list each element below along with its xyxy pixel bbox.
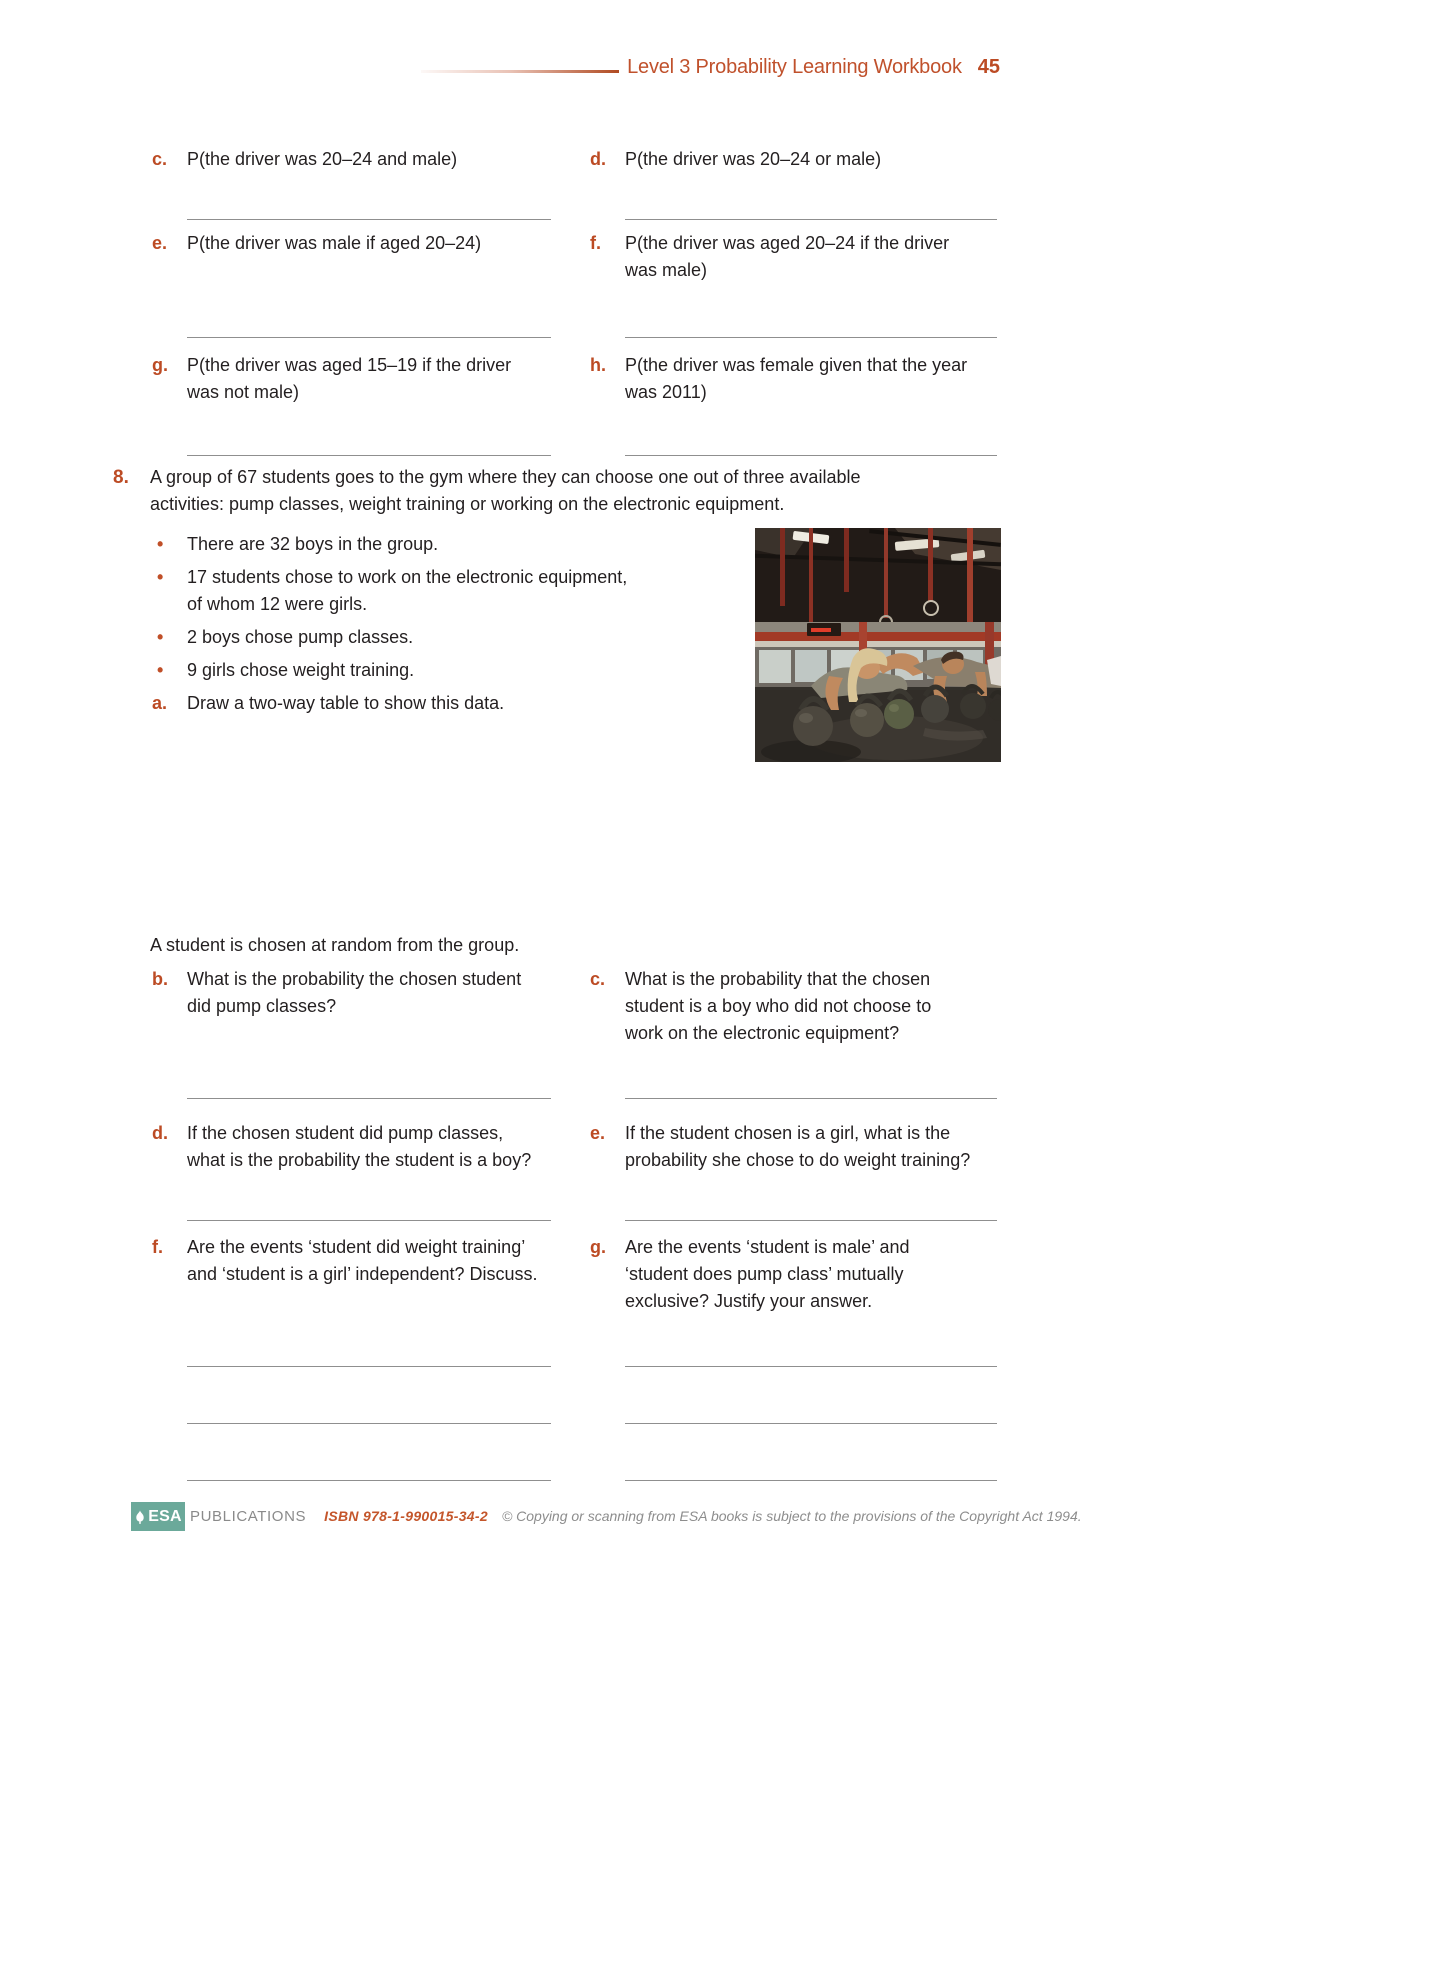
question-text-f: P(the driver was aged 20–24 if the driver was male): [625, 233, 950, 280]
publications-label: PUBLICATIONS: [190, 1508, 307, 1525]
question-text-g: P(the driver was aged 15–19 if the driver was not male): [187, 355, 512, 402]
question-8-bullets: [152, 531, 712, 723]
answer-line: [187, 219, 551, 220]
esa-logo: [131, 1502, 185, 1531]
question-label-8a: a.: [152, 693, 168, 713]
question-8d: [152, 1120, 562, 1174]
question-label-d: d.: [590, 149, 606, 169]
answer-lines-8: [0, 1480, 1445, 1482]
question-8f: [152, 1234, 562, 1288]
question-g: [152, 352, 562, 406]
question-text-8d: If the chosen student did pump classes, what is the probability the student is a boy?: [187, 1123, 532, 1170]
copyright-text: © Copying or scanning from ESA books is subject to the provisions of the Copyright Act 1994.: [501, 1508, 1082, 1524]
answer-lines-5: [0, 1220, 1445, 1222]
question-label-8d: d.: [152, 1123, 168, 1143]
bullet-icon: •: [157, 534, 164, 554]
bullet-text: 9 girls chose weight training.: [187, 660, 415, 680]
answer-lines-4: [0, 1098, 1445, 1100]
isbn-text: ISBN 978-1-990015-34-2: [324, 1508, 488, 1524]
question-text-e: P(the driver was male if aged 20–24): [187, 233, 482, 253]
question-8a: [152, 690, 712, 717]
question-8: [113, 464, 860, 518]
question-label-8g: g.: [590, 1237, 606, 1257]
page-number: 45: [977, 56, 1000, 78]
answer-lines-6: [0, 1366, 1445, 1368]
question-label-8e: e.: [590, 1123, 606, 1143]
bullet-text: 2 boys chose pump classes.: [187, 627, 414, 647]
question-f: [590, 230, 1010, 284]
gym-photo: [755, 528, 1001, 762]
answer-line: [625, 1423, 997, 1424]
question-text-8c: What is the probability that the chosen student is a boy who did not choose to work on the electronic equipment?: [625, 969, 932, 1043]
question-text-h: P(the driver was female given that the year was 2011): [625, 355, 968, 402]
answer-line: [187, 1366, 551, 1367]
question-h: [590, 352, 1010, 406]
answer-line: [187, 1220, 551, 1221]
answer-line: [187, 337, 551, 338]
question-label-f: f.: [590, 233, 601, 253]
gym-photo-illustration: [755, 528, 1001, 762]
question-label-8f: f.: [152, 1237, 163, 1257]
answer-line: [187, 455, 551, 456]
bullet-item: [152, 531, 712, 558]
answer-line: [625, 455, 997, 456]
question-8g: [590, 1234, 1010, 1315]
question-e: [152, 230, 562, 257]
answer-line: [187, 1480, 551, 1481]
question-8e: [590, 1120, 1010, 1174]
bullet-icon: •: [157, 567, 164, 587]
question-text-8b: What is the probability the chosen student did pump classes?: [187, 969, 522, 1016]
question-text-c: P(the driver was 20–24 and male): [187, 149, 458, 169]
answer-line: [625, 337, 997, 338]
question-8-number: 8.: [113, 467, 129, 488]
bullet-text: There are 32 boys in the group.: [187, 534, 439, 554]
answer-line: [625, 1480, 997, 1481]
question-d: [590, 146, 1010, 173]
esa-logo-text: ESA: [148, 1508, 182, 1525]
bullet-item: [152, 564, 712, 618]
answer-lines-3: [0, 455, 1445, 457]
question-c: [152, 146, 562, 173]
answer-lines-7: [0, 1423, 1445, 1425]
answer-lines-1: [0, 219, 1445, 221]
answer-line: [625, 219, 997, 220]
question-text-8e: If the student chosen is a girl, what is the probability she chose to do weight training?: [625, 1123, 971, 1170]
question-text-8a: Draw a two-way table to show this data.: [187, 693, 505, 713]
question-text-8g: Are the events ‘student is male’ and ‘student does pump class’ mutually exclusive? Justify your answer.: [625, 1237, 910, 1311]
bullet-icon: •: [157, 627, 164, 647]
question-text-8f: Are the events ‘student did weight training’ and ‘student is a girl’ independent? Discuss.: [187, 1237, 538, 1284]
question-label-8c: c.: [590, 969, 606, 989]
question-8-intro: A group of 67 students goes to the gym where they can choose one out of three available activities: pump classes, weight training or working on the electronic equipment.: [150, 467, 861, 514]
question-8b: [152, 966, 562, 1020]
answer-lines-2: [0, 337, 1445, 339]
header-rule: [421, 70, 619, 73]
bullet-item: [152, 624, 712, 651]
question-8c: [590, 966, 1010, 1047]
answer-line: [187, 1098, 551, 1099]
answer-line: [187, 1423, 551, 1424]
bullet-text: 17 students chose to work on the electronic equipment, of whom 12 were girls.: [187, 567, 628, 614]
answer-line: [625, 1098, 997, 1099]
question-label-e: e.: [152, 233, 168, 253]
question-label-8b: b.: [152, 969, 168, 989]
question-label-c: c.: [152, 149, 168, 169]
question-8-interlude: A student is chosen at random from the group.: [150, 935, 520, 955]
question-text-d: P(the driver was 20–24 or male): [625, 149, 882, 169]
page-title: Level 3 Probability Learning Workbook: [627, 56, 962, 78]
answer-line: [625, 1366, 997, 1367]
question-label-h: h.: [590, 355, 606, 375]
answer-line: [625, 1220, 997, 1221]
bullet-icon: •: [157, 660, 164, 680]
page-header: [0, 54, 1000, 80]
question-label-g: g.: [152, 355, 168, 375]
bullet-item: [152, 657, 712, 684]
esa-leaf-icon: [134, 1509, 146, 1525]
page-footer: [131, 1502, 1082, 1531]
